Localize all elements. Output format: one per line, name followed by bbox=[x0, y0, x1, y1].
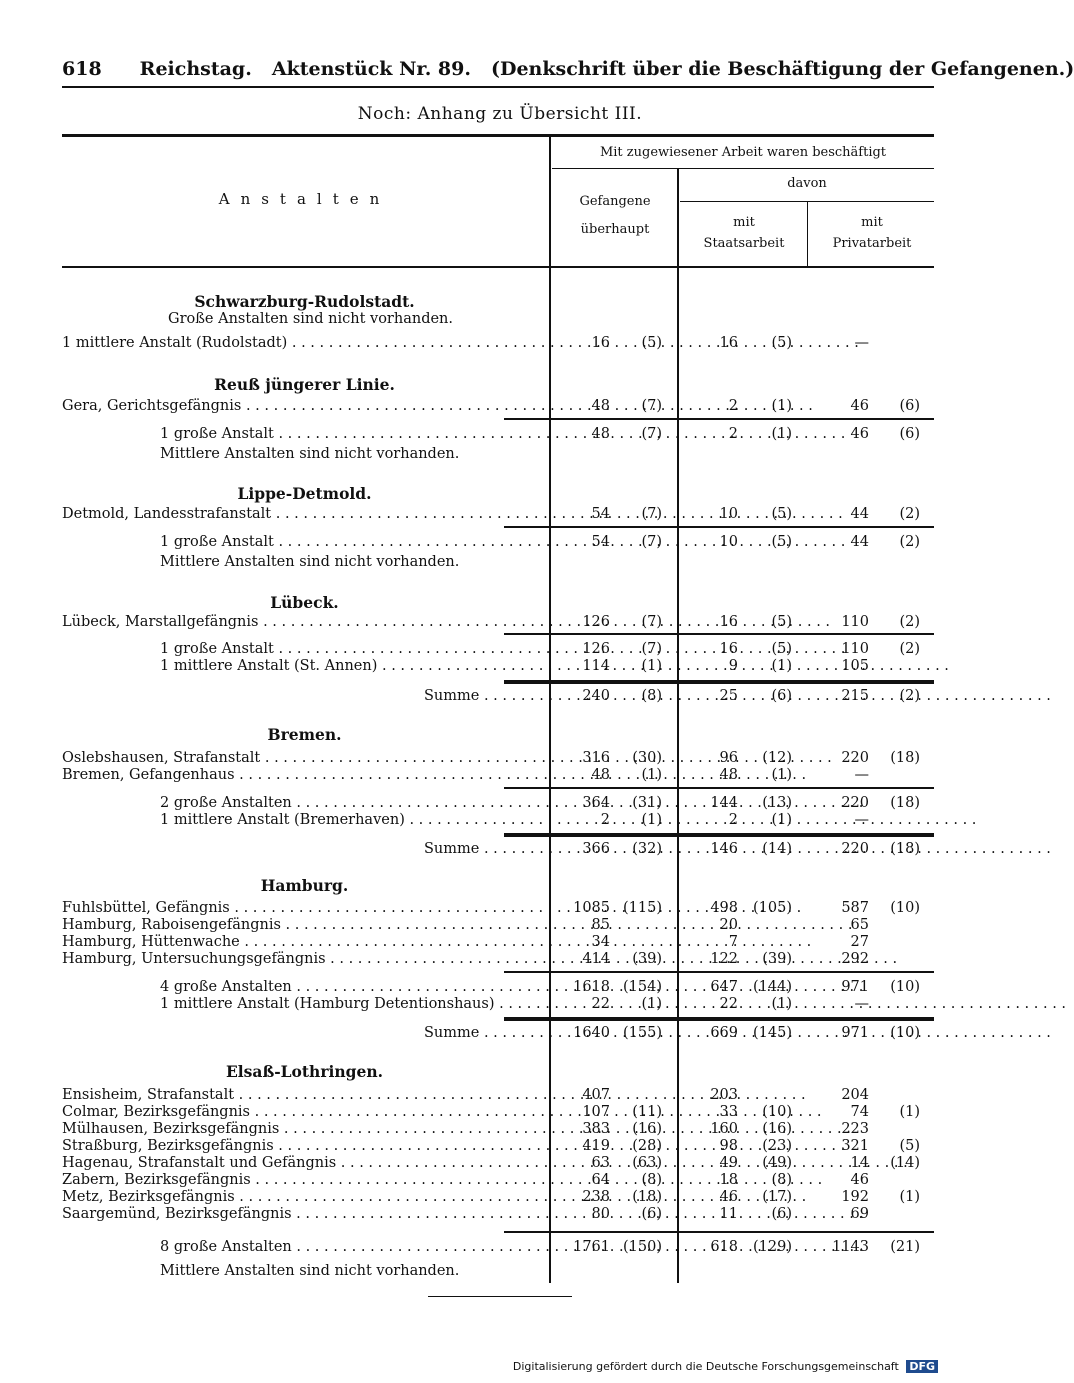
column-header-privat-2: Privatarbeit bbox=[832, 236, 912, 251]
staatsarbeit-value: 16 bbox=[719, 335, 738, 351]
row-label: 1 große Anstalt . . . bbox=[160, 641, 544, 658]
row-label: Summe . . . bbox=[424, 1025, 610, 1042]
header-rule bbox=[62, 86, 934, 88]
staatsarbeit-value: 2 bbox=[728, 398, 738, 414]
gefangene-value: 16 bbox=[591, 335, 610, 351]
privatarbeit-value: 971 bbox=[841, 1025, 869, 1041]
table-row bbox=[62, 1189, 934, 1206]
privatarbeit-value: 971 bbox=[841, 979, 869, 995]
section-note: Mittlere Anstalten sind nicht vorhanden. bbox=[160, 554, 460, 570]
group-rule bbox=[504, 1231, 934, 1233]
gefangene-paren: (1) bbox=[641, 812, 662, 828]
column-header-gefangene-1: Gefangene bbox=[579, 194, 651, 209]
gefangene-paren: (32) bbox=[632, 841, 662, 857]
gefangene-value: 316 bbox=[582, 750, 610, 766]
table-row bbox=[62, 1025, 934, 1042]
row-label: Hamburg, Hüttenwache . . . bbox=[62, 934, 544, 951]
privatarbeit-paren: (14) bbox=[890, 1155, 920, 1171]
staatsarbeit-paren: (144) bbox=[753, 979, 792, 995]
table-row bbox=[62, 398, 934, 415]
privatarbeit-paren: (1) bbox=[899, 1189, 920, 1205]
section-title: Elsaß-Lothringen. bbox=[225, 1062, 384, 1081]
gefangene-paren: (7) bbox=[641, 506, 662, 522]
staatsarbeit-value: 22 bbox=[719, 996, 738, 1012]
table-row bbox=[62, 900, 934, 917]
row-label: 1 mittlere Anstalt (St. Annen) . . . bbox=[160, 658, 544, 675]
table-row bbox=[62, 658, 934, 675]
group-rule bbox=[504, 633, 934, 635]
gefangene-paren: (39) bbox=[632, 951, 662, 967]
staatsarbeit-value: 48 bbox=[719, 767, 738, 783]
staatsarbeit-value: 16 bbox=[719, 641, 738, 657]
row-label: 4 große Anstalten . . . bbox=[160, 979, 544, 996]
table-row bbox=[62, 1087, 934, 1104]
staatsarbeit-paren: (1) bbox=[771, 658, 792, 674]
footer bbox=[513, 1360, 938, 1373]
table-row bbox=[62, 979, 934, 996]
staatsarbeit-paren: (6) bbox=[771, 1206, 792, 1222]
staatsarbeit-value: 122 bbox=[710, 951, 738, 967]
privatarbeit-paren: (10) bbox=[890, 1025, 920, 1041]
staatsarbeit-value: 9 bbox=[728, 658, 738, 674]
staatsarbeit-value: 647 bbox=[710, 979, 738, 995]
table-row bbox=[62, 506, 934, 523]
section-title: Hamburg. bbox=[260, 876, 349, 895]
group-rule bbox=[504, 787, 934, 789]
gefangene-value: 54 bbox=[591, 534, 610, 550]
row-label: Detmold, Landesstrafanstalt . . . bbox=[62, 506, 544, 523]
privatarbeit-value: 220 bbox=[841, 841, 869, 857]
gefangene-value: 2 bbox=[600, 812, 610, 828]
row-label: 8 große Anstalten . . . bbox=[160, 1239, 544, 1256]
row-label: 1 mittlere Anstalt (Rudolstadt) . . . bbox=[62, 335, 544, 352]
group-rule bbox=[504, 971, 934, 973]
privatarbeit-value: 46 bbox=[850, 426, 869, 442]
gefangene-value: 22 bbox=[591, 996, 610, 1012]
staatsarbeit-value: 2 bbox=[728, 426, 738, 442]
gefangene-value: 383 bbox=[582, 1121, 610, 1137]
page-number: 618 bbox=[62, 58, 102, 80]
row-label: Metz, Bezirksgefängnis . . . bbox=[62, 1189, 544, 1206]
privatarbeit-value: 27 bbox=[850, 934, 869, 950]
privatarbeit-value: 14 bbox=[850, 1155, 869, 1171]
section-note: Mittlere Anstalten sind nicht vorhanden. bbox=[160, 446, 460, 462]
section-title: Lippe-Detmold. bbox=[237, 484, 372, 503]
privatarbeit-value: 220 bbox=[841, 795, 869, 811]
gefangene-value: 238 bbox=[582, 1189, 610, 1205]
header-divider bbox=[552, 168, 934, 169]
staatsarbeit-value: 10 bbox=[719, 534, 738, 550]
privatarbeit-value: 223 bbox=[841, 1121, 869, 1137]
privatarbeit-paren: (6) bbox=[899, 398, 920, 414]
section-title: Schwarzburg-Rudolstadt. bbox=[194, 292, 415, 311]
staatsarbeit-value: 2 bbox=[728, 812, 738, 828]
staatsarbeit-paren: (6) bbox=[771, 688, 792, 704]
staatsarbeit-paren: (12) bbox=[762, 750, 792, 766]
footer-text: Digitalisierung gefördert durch die Deutsche Forschungsgemeinschaft bbox=[512, 1360, 899, 1373]
table-row bbox=[62, 917, 934, 934]
table-row bbox=[62, 934, 934, 951]
gefangene-paren: (1) bbox=[641, 996, 662, 1012]
gefangene-paren: (1) bbox=[641, 767, 662, 783]
column-line bbox=[807, 202, 808, 268]
gefangene-value: 419 bbox=[582, 1138, 610, 1154]
table-row bbox=[62, 1138, 934, 1155]
gefangene-paren: (8) bbox=[641, 688, 662, 704]
gefangene-value: 64 bbox=[591, 1172, 610, 1188]
sum-rule bbox=[504, 682, 934, 684]
gefangene-value: 54 bbox=[591, 506, 610, 522]
table-top-rule bbox=[62, 134, 934, 137]
privatarbeit-value: 215 bbox=[841, 688, 869, 704]
row-label: Oslebshausen, Strafanstalt . . . bbox=[62, 750, 544, 767]
row-label: Summe . . . bbox=[424, 688, 610, 705]
privatarbeit-value: 46 bbox=[850, 398, 869, 414]
staatsarbeit-value: 16 bbox=[719, 614, 738, 630]
privatarbeit-value: 204 bbox=[841, 1087, 869, 1103]
gefangene-value: 48 bbox=[591, 426, 610, 442]
gefangene-value: 407 bbox=[582, 1087, 610, 1103]
gefangene-paren: (11) bbox=[632, 1104, 662, 1120]
privatarbeit-value: 44 bbox=[850, 534, 869, 550]
privatarbeit-value: 74 bbox=[850, 1104, 869, 1120]
gefangene-value: 48 bbox=[591, 398, 610, 414]
gefangene-paren: (7) bbox=[641, 398, 662, 414]
privatarbeit-paren: (10) bbox=[890, 900, 920, 916]
staatsarbeit-paren: (129) bbox=[753, 1239, 792, 1255]
staatsarbeit-paren: (13) bbox=[762, 795, 792, 811]
gefangene-value: 1085 bbox=[573, 900, 610, 916]
privatarbeit-paren: (2) bbox=[899, 506, 920, 522]
row-label: Hagenau, Strafanstalt und Gefängnis . . . bbox=[62, 1155, 544, 1172]
staatsarbeit-value: 146 bbox=[710, 841, 738, 857]
privatarbeit-value: 44 bbox=[850, 506, 869, 522]
table-row bbox=[62, 750, 934, 767]
staatsarbeit-paren: (1) bbox=[771, 767, 792, 783]
row-label: Saargemünd, Bezirksgefängnis . . . bbox=[62, 1206, 544, 1223]
staatsarbeit-value: 203 bbox=[710, 1087, 738, 1103]
gefangene-paren: (30) bbox=[632, 750, 662, 766]
staatsarbeit-value: 46 bbox=[719, 1189, 738, 1205]
privatarbeit-value: 110 bbox=[841, 614, 869, 630]
privatarbeit-value: 292 bbox=[841, 951, 869, 967]
privatarbeit-value: — bbox=[854, 812, 869, 828]
gefangene-value: 1761 bbox=[573, 1239, 610, 1255]
staatsarbeit-value: 160 bbox=[710, 1121, 738, 1137]
privatarbeit-value: — bbox=[854, 767, 869, 783]
staatsarbeit-value: 144 bbox=[710, 795, 738, 811]
staatsarbeit-paren: (10) bbox=[762, 1104, 792, 1120]
table-row bbox=[62, 1239, 934, 1256]
privatarbeit-value: — bbox=[854, 335, 869, 351]
staatsarbeit-paren: (145) bbox=[753, 1025, 792, 1041]
gefangene-value: 48 bbox=[591, 767, 610, 783]
privatarbeit-paren: (21) bbox=[890, 1239, 920, 1255]
staatsarbeit-value: 98 bbox=[719, 1138, 738, 1154]
gefangene-paren: (154) bbox=[623, 979, 662, 995]
row-label: Ensisheim, Strafanstalt . . . bbox=[62, 1087, 544, 1104]
row-label: 1 mittlere Anstalt (Hamburg Detentionshaus) . . . bbox=[160, 996, 544, 1013]
table-row bbox=[62, 335, 934, 352]
section-title: Lübeck. bbox=[270, 593, 339, 612]
gefangene-value: 126 bbox=[582, 641, 610, 657]
privatarbeit-value: 105 bbox=[841, 658, 869, 674]
column-header-staat-1: mit bbox=[733, 215, 755, 230]
gefangene-paren: (6) bbox=[641, 1206, 662, 1222]
staatsarbeit-value: 96 bbox=[719, 750, 738, 766]
staatsarbeit-paren: (1) bbox=[771, 812, 792, 828]
gefangene-paren: (31) bbox=[632, 795, 662, 811]
gefangene-value: 1640 bbox=[573, 1025, 610, 1041]
group-rule bbox=[504, 418, 934, 420]
staatsarbeit-value: 25 bbox=[719, 688, 738, 704]
gefangene-value: 114 bbox=[582, 658, 610, 674]
section-note: Mittlere Anstalten sind nicht vorhanden. bbox=[160, 1263, 460, 1279]
row-label: Lübeck, Marstallgefängnis . . . bbox=[62, 614, 544, 631]
privatarbeit-value: — bbox=[854, 996, 869, 1012]
table-row bbox=[62, 812, 934, 829]
staatsarbeit-paren: (39) bbox=[762, 951, 792, 967]
table-row bbox=[62, 534, 934, 551]
column-header-top: Mit zugewiesener Arbeit waren beschäftigt bbox=[599, 145, 887, 160]
privatarbeit-paren: (18) bbox=[890, 750, 920, 766]
table-row bbox=[62, 641, 934, 658]
privatarbeit-value: 192 bbox=[841, 1189, 869, 1205]
table-row bbox=[62, 795, 934, 812]
header-title-part: (Denkschrift über die Beschäftigung der Gefangenen.) bbox=[490, 58, 1074, 80]
row-label: Straßburg, Bezirksgefängnis . . . bbox=[62, 1138, 544, 1155]
row-label: Colmar, Bezirksgefängnis . . . bbox=[62, 1104, 544, 1121]
table-row bbox=[62, 688, 934, 705]
privatarbeit-value: 587 bbox=[841, 900, 869, 916]
gefangene-value: 364 bbox=[582, 795, 610, 811]
staatsarbeit-paren: (5) bbox=[771, 534, 792, 550]
row-label: Bremen, Gefangenhaus . . . bbox=[62, 767, 544, 784]
privatarbeit-value: 220 bbox=[841, 750, 869, 766]
gefangene-value: 1618 bbox=[573, 979, 610, 995]
staatsarbeit-paren: (1) bbox=[771, 426, 792, 442]
page-header bbox=[62, 58, 1074, 80]
gefangene-value: 240 bbox=[582, 688, 610, 704]
header-bottom-rule bbox=[62, 266, 934, 268]
column-header-staat-2: Staatsarbeit bbox=[703, 236, 785, 251]
table-row bbox=[62, 1104, 934, 1121]
staatsarbeit-value: 7 bbox=[728, 934, 738, 950]
column-header-privat-1: mit bbox=[861, 215, 883, 230]
column-header-anstalten: Anstalten bbox=[218, 190, 391, 208]
table-row bbox=[62, 1172, 934, 1189]
staatsarbeit-paren: (1) bbox=[771, 398, 792, 414]
row-label: Fuhlsbüttel, Gefängnis . . . bbox=[62, 900, 544, 917]
row-label: Gera, Gerichtsgefängnis . . . bbox=[62, 398, 544, 415]
gefangene-paren: (150) bbox=[623, 1239, 662, 1255]
staatsarbeit-paren: (23) bbox=[762, 1138, 792, 1154]
privatarbeit-value: 46 bbox=[850, 1172, 869, 1188]
gefangene-paren: (18) bbox=[632, 1189, 662, 1205]
gefangene-paren: (155) bbox=[623, 1025, 662, 1041]
gefangene-value: 80 bbox=[591, 1206, 610, 1222]
table-row bbox=[62, 614, 934, 631]
gefangene-paren: (28) bbox=[632, 1138, 662, 1154]
staatsarbeit-value: 498 bbox=[710, 900, 738, 916]
privatarbeit-value: 110 bbox=[841, 641, 869, 657]
dfg-logo: DFG bbox=[906, 1360, 938, 1373]
section-note: Große Anstalten sind nicht vorhanden. bbox=[168, 311, 454, 327]
privatarbeit-paren: (1) bbox=[899, 1104, 920, 1120]
row-label: Mülhausen, Bezirksgefängnis . . . bbox=[62, 1121, 544, 1138]
gefangene-paren: (7) bbox=[641, 641, 662, 657]
privatarbeit-paren: (18) bbox=[890, 841, 920, 857]
staatsarbeit-paren: (105) bbox=[753, 900, 792, 916]
gefangene-value: 63 bbox=[591, 1155, 610, 1171]
gefangene-value: 366 bbox=[582, 841, 610, 857]
staatsarbeit-value: 20 bbox=[719, 917, 738, 933]
staatsarbeit-value: 669 bbox=[710, 1025, 738, 1041]
gefangene-value: 85 bbox=[591, 917, 610, 933]
staatsarbeit-value: 11 bbox=[719, 1206, 738, 1222]
privatarbeit-paren: (2) bbox=[899, 534, 920, 550]
end-rule bbox=[428, 1296, 572, 1297]
privatarbeit-value: 69 bbox=[850, 1206, 869, 1222]
staatsarbeit-paren: (17) bbox=[762, 1189, 792, 1205]
gefangene-value: 414 bbox=[582, 951, 610, 967]
staatsarbeit-paren: (5) bbox=[771, 335, 792, 351]
row-label: Summe . . . bbox=[424, 841, 610, 858]
table-row bbox=[62, 426, 934, 443]
gefangene-paren: (7) bbox=[641, 426, 662, 442]
privatarbeit-paren: (2) bbox=[899, 641, 920, 657]
table-row bbox=[62, 1155, 934, 1172]
column-header-davon: davon bbox=[787, 176, 827, 191]
gefangene-paren: (7) bbox=[641, 614, 662, 630]
header-title-part: Aktenstück Nr. 89. bbox=[271, 58, 471, 80]
table-row bbox=[62, 767, 934, 784]
table-row bbox=[62, 951, 934, 968]
row-label: 1 mittlere Anstalt (Bremerhaven) . . . bbox=[160, 812, 544, 829]
section-title: Bremen. bbox=[267, 725, 342, 744]
staatsarbeit-paren: (8) bbox=[771, 1172, 792, 1188]
staatsarbeit-value: 49 bbox=[719, 1155, 738, 1171]
staatsarbeit-paren: (5) bbox=[771, 614, 792, 630]
header-title-part: Reichstag. bbox=[139, 58, 252, 80]
gefangene-paren: (5) bbox=[641, 335, 662, 351]
staatsarbeit-paren: (14) bbox=[762, 841, 792, 857]
staatsarbeit-value: 10 bbox=[719, 506, 738, 522]
staatsarbeit-value: 33 bbox=[719, 1104, 738, 1120]
row-label: 1 große Anstalt . . . bbox=[160, 426, 544, 443]
row-label: Zabern, Bezirksgefängnis . . . bbox=[62, 1172, 544, 1189]
privatarbeit-paren: (5) bbox=[899, 1138, 920, 1154]
privatarbeit-paren: (6) bbox=[899, 426, 920, 442]
privatarbeit-paren: (18) bbox=[890, 795, 920, 811]
staatsarbeit-paren: (5) bbox=[771, 641, 792, 657]
privatarbeit-value: 321 bbox=[841, 1138, 869, 1154]
table-row bbox=[62, 1206, 934, 1223]
row-label: 2 große Anstalten . . . bbox=[160, 795, 544, 812]
gefangene-paren: (63) bbox=[632, 1155, 662, 1171]
staatsarbeit-paren: (16) bbox=[762, 1121, 792, 1137]
gefangene-value: 107 bbox=[582, 1104, 610, 1120]
table-subtitle: Noch: Anhang zu Übersicht III. bbox=[357, 104, 643, 124]
privatarbeit-value: 65 bbox=[850, 917, 869, 933]
table-row bbox=[62, 996, 934, 1013]
group-rule bbox=[504, 526, 934, 528]
table-row bbox=[62, 841, 934, 858]
gefangene-paren: (16) bbox=[632, 1121, 662, 1137]
sum-rule bbox=[504, 1019, 934, 1021]
row-label: Hamburg, Untersuchungsgefängnis . . . bbox=[62, 951, 544, 968]
gefangene-paren: (115) bbox=[623, 900, 662, 916]
privatarbeit-paren: (2) bbox=[899, 614, 920, 630]
table-row bbox=[62, 1121, 934, 1138]
staatsarbeit-paren: (49) bbox=[762, 1155, 792, 1171]
staatsarbeit-paren: (5) bbox=[771, 506, 792, 522]
staatsarbeit-value: 18 bbox=[719, 1172, 738, 1188]
staatsarbeit-value: 618 bbox=[710, 1239, 738, 1255]
gefangene-paren: (7) bbox=[641, 534, 662, 550]
column-header-gefangene-2: überhaupt bbox=[580, 222, 650, 237]
row-label: Hamburg, Raboisengefängnis . . . bbox=[62, 917, 544, 934]
section-title: Reuß jüngerer Linie. bbox=[214, 375, 395, 394]
sum-rule bbox=[504, 835, 934, 837]
gefangene-paren: (1) bbox=[641, 658, 662, 674]
staatsarbeit-paren: (1) bbox=[771, 996, 792, 1012]
gefangene-value: 126 bbox=[582, 614, 610, 630]
privatarbeit-paren: (2) bbox=[899, 688, 920, 704]
privatarbeit-paren: (10) bbox=[890, 979, 920, 995]
gefangene-value: 34 bbox=[591, 934, 610, 950]
privatarbeit-value: 1143 bbox=[832, 1239, 869, 1255]
gefangene-paren: (8) bbox=[641, 1172, 662, 1188]
row-label: 1 große Anstalt . . . bbox=[160, 534, 544, 551]
